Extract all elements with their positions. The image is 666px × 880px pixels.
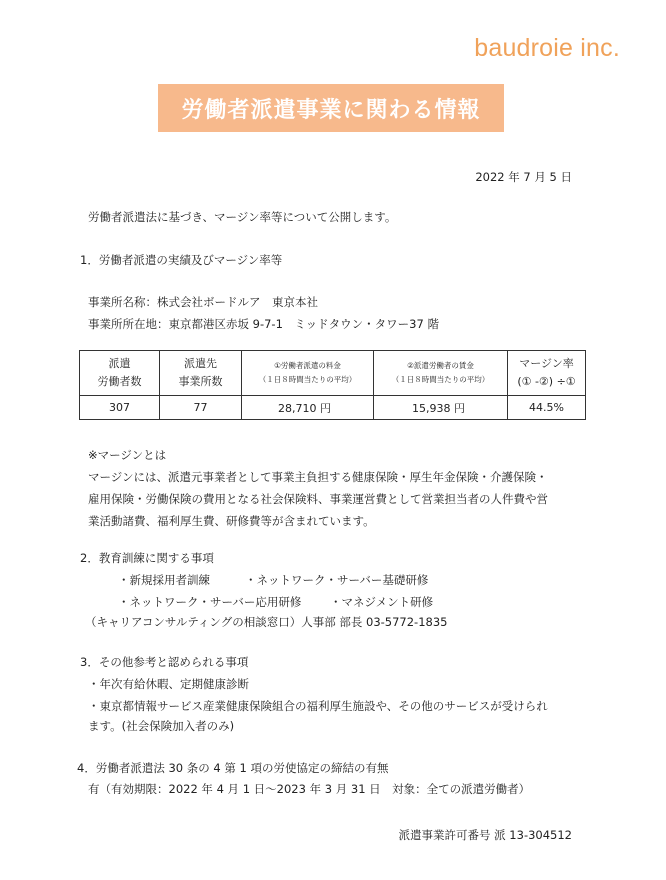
intro-text: 労働者派遣法に基づき、マージン率等について公開します。 (88, 210, 397, 224)
page-title (158, 84, 504, 132)
margin-note-line: 業活動諸費、福利厚生費、研修費等が含まれています。 (88, 514, 375, 528)
labor-agreement-text: 有（有効期限：2022 年 4 月 1 日～2023 年 3 月 31 日 対象：全ての派遣労働者） (88, 782, 531, 796)
career-consultation-contact: （キャリアコンサルティングの相談窓口）人事部 部長 03-5772-1835 (85, 615, 448, 629)
publication-date: 2022 年 7 月 5 日 (475, 170, 572, 184)
license-number: 派遣事業許可番号 派 13-304512 (398, 828, 572, 842)
training-item: ・マネジメント研修 (330, 595, 434, 609)
header-wage: ②派遣労働者の賃金 （１日８時間当たりの平均） (374, 351, 508, 396)
other-item-line: ・東京都情報サービス産業健康保険組合の福利厚生施設や、その他のサービスが受けられ (88, 699, 548, 713)
office-name: 事業所名称：株式会社ボードルア 東京本社 (88, 295, 318, 309)
office-address: 事業所所在地：東京都港区赤坂 9-7-1 ミッドタウン・タワー37 階 (88, 317, 439, 331)
section-3-heading: 3．その他参考と認められる事項 (80, 655, 249, 669)
cell-fee: 28,710 円 (242, 396, 374, 420)
header-margin-rate: マージン率 (① -②) ÷① (508, 351, 586, 396)
training-item: ・ネットワーク・サーバー応用研修 (118, 595, 302, 609)
header-sites: 派遣先 事業所数 (160, 351, 242, 396)
cell-margin-rate: 44.5% (508, 396, 586, 420)
table-header-row (80, 351, 586, 396)
header-workers: 派遣 労働者数 (80, 351, 160, 396)
training-item: ・新規採用者訓練 (118, 573, 210, 587)
other-item-line: ます。(社会保険加入者のみ) (88, 719, 235, 733)
company-logo: baudroie inc. (474, 34, 620, 62)
section-2-heading: 2．教育訓練に関する事項 (80, 551, 214, 565)
section-4-heading: 4．労働者派遣法 30 条の 4 第 1 項の労使協定の締結の有無 (77, 761, 389, 775)
cell-workers: 307 (80, 396, 160, 420)
page-title-text: 労働者派遣事業に関わる情報 (181, 97, 481, 123)
cell-wage: 15,938 円 (374, 396, 508, 420)
section-1-heading: 1．労働者派遣の実績及びマージン率等 (80, 253, 283, 267)
cell-sites: 77 (160, 396, 242, 420)
margin-rate-table (79, 350, 586, 420)
margin-note-heading: ※マージンとは (88, 448, 167, 462)
table-row (80, 396, 586, 420)
other-item-line: ・年次有給休暇、定期健康診断 (88, 677, 249, 691)
training-item: ・ネットワーク・サーバー基礎研修 (245, 573, 429, 587)
margin-note-line: 雇用保険・労働保険の費用となる社会保険料、事業運営費として営業担当者の人件費や営 (88, 492, 548, 506)
header-fee: ①労働者派遣の料金 （１日８時間当たりの平均） (242, 351, 374, 396)
margin-note-line: マージンには、派遣元事業者として事業主負担する健康保険・厚生年金保険・介護保険・ (88, 470, 548, 484)
